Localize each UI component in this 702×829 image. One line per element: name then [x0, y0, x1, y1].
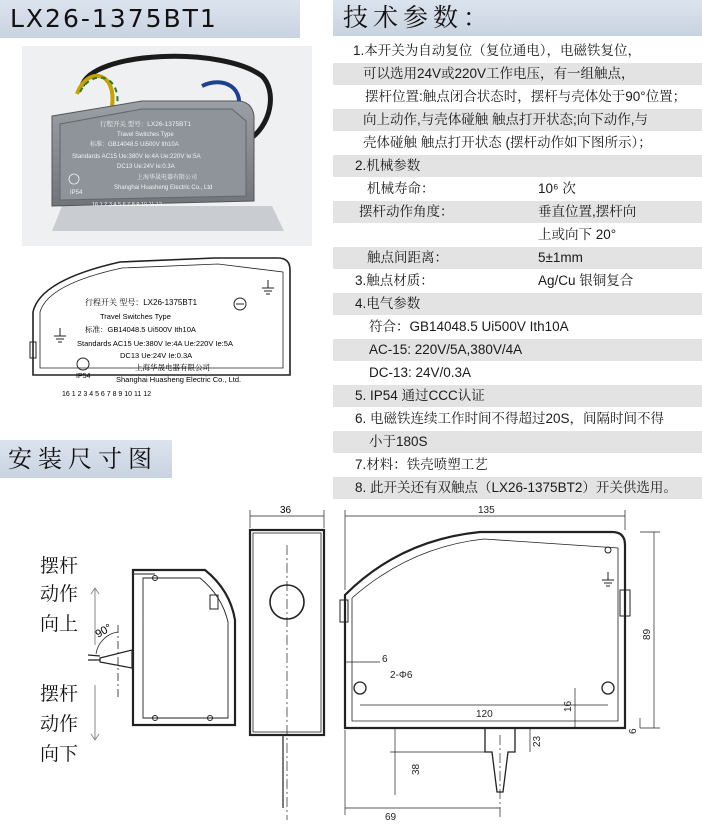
side-clip [210, 595, 218, 609]
photo-label-maker-cn: 上海华晟电器有限公司 [137, 175, 198, 181]
label-title: 行程开关 型号：LX26-1375BT1 [85, 298, 198, 307]
spec-row: 机械寿命： 10⁶ 次 [367, 181, 576, 196]
down-label-line2: 动作 [40, 714, 79, 735]
photo-label-maker-en: Shanghai Huasheng Electric Co., Ltd [114, 185, 213, 191]
angle-label: 90° [93, 621, 114, 641]
dim-16: 16 [563, 700, 574, 712]
model-title: LX26-1375BT1 [0, 0, 300, 38]
spec-row: 摆杆位置:触点闭合状态时，摆杆与壳体处于90°位置； [365, 89, 687, 104]
photo-label-sub: Travel Switches Type [117, 132, 174, 138]
spec-row: 符合：GB14048.5 Ui500V Ith10A [369, 319, 569, 334]
dim-120: 120 [476, 709, 493, 720]
spec-row: 壳体碰触 触点打开状态 (摆杆动作如下图所示）； [363, 135, 652, 150]
up-label-line2: 动作 [40, 584, 79, 605]
spec-row: 向上动作,与壳体碰触 触点打开状态;向下动作,与 [333, 109, 702, 131]
dim-135: 135 [478, 505, 495, 516]
spec-row: 摆杆动作角度： 垂直位置,摆杆向 [333, 201, 702, 223]
label-terminals: 16 1 2 3 4 5 6 7 8 9 10 11 12 [62, 391, 152, 398]
side-inner [143, 578, 228, 718]
dim-69: 69 [385, 812, 397, 823]
spec-row: 触点间距离： 5±1mm [333, 247, 702, 269]
photo-label-title: 行程开关 型号：LX26-1375BT1 [100, 121, 192, 128]
product-photo-art [22, 46, 312, 246]
spec-row: 1.本开关为自动复位（复位通电），电磁铁复位， [353, 43, 642, 58]
spec-row: 8. 此开关还有双触点（LX26-1375BT2）开关供选用。 [333, 477, 702, 499]
photo-label-std: 标准：GB14048.5 Ui500V Ith10A [90, 142, 179, 148]
spec-row: AC-15: 220V/5A,380V/4A [333, 339, 702, 361]
spec-row: DC-13: 24V/0.3A [369, 365, 472, 380]
label-dc: DC13 Ue:24V Ie:0.3A [120, 351, 193, 360]
spec-row: 2.机械参数 [333, 155, 702, 177]
label-ip: IP54 [76, 373, 91, 380]
front-body [250, 530, 324, 735]
mount-hole-left [354, 682, 366, 694]
label-drawing [0, 250, 300, 410]
mount-rail [52, 206, 284, 231]
installation-drawing [0, 490, 702, 829]
dim-38: 38 [411, 763, 422, 775]
install-title: 安装尺寸图 [0, 440, 172, 478]
lever-arm [100, 650, 132, 668]
ground-icon-drawing [602, 572, 614, 586]
rear-body [345, 532, 625, 728]
dim-6-right: 6 [628, 728, 639, 734]
product-photo [22, 46, 312, 246]
label-std: 标准：GB14048.5 Ui500V Ith10A [85, 325, 196, 334]
spec-row: 上或向下 20° [538, 227, 617, 242]
dim-23: 23 [532, 735, 543, 747]
label-maker-cn: 上海华晟电器有限公司 [135, 363, 210, 372]
params-title: 技术参数： [333, 0, 702, 36]
photo-label-ip: IP54 [70, 190, 83, 196]
rear-screw [605, 547, 611, 553]
spec-list [333, 40, 702, 495]
up-label-line1: 摆杆 [40, 556, 79, 577]
spec-row: 可以选用24V或220V工作电压，有一组触点， [333, 63, 702, 85]
spec-row: 6. 电磁铁连续工作时间不得超过20S，间隔时间不得 [355, 411, 665, 426]
dim-89: 89 [642, 628, 653, 640]
mount-hole-right [602, 682, 614, 694]
label-maker-en: Shanghai Huasheng Electric Co., Ltd. [116, 375, 242, 384]
spec-row: 7.材料：铁壳喷塑工艺 [355, 457, 488, 472]
dim-36: 36 [280, 505, 292, 516]
side-body [133, 570, 235, 725]
label-sub: Travel Switches Type [100, 312, 171, 321]
down-label-line3: 向下 [40, 744, 79, 765]
label-ac: Standards AC15 Ue:380V Ie:4A Ue:220V Ie:5A [77, 339, 233, 348]
spec-row: 4.电气参数 [333, 293, 702, 315]
down-label-line1: 摆杆 [40, 684, 79, 705]
photo-label-terms: 16 1 2 3 4 5 6 7 8 9 10 11 12 [92, 202, 162, 208]
up-label-line3: 向上 [40, 614, 79, 635]
photo-label-dc: DC13 Ue:24V Ie:0.3A [117, 164, 175, 170]
dim-6-top: 6 [382, 654, 388, 665]
lever-tip [88, 655, 100, 660]
dim-holes: 2-Φ6 [390, 670, 413, 681]
spec-row: 5. IP54 通过CCC认证 [333, 385, 702, 407]
spec-row: 小于180S [333, 431, 702, 453]
front-view [250, 510, 324, 820]
spec-row: 3.触点材质： Ag/Cu 银铜复合 [355, 273, 634, 288]
photo-label-ac: Standards AC15 Ue:380V Ie:4A Ue:220V Ie:5A [72, 153, 201, 160]
motion-arrows [91, 588, 99, 740]
rear-view [340, 510, 660, 820]
ground-icon-left [54, 328, 66, 342]
rear-inner [352, 539, 618, 721]
ground-icon [262, 280, 274, 294]
side-view [88, 570, 235, 725]
